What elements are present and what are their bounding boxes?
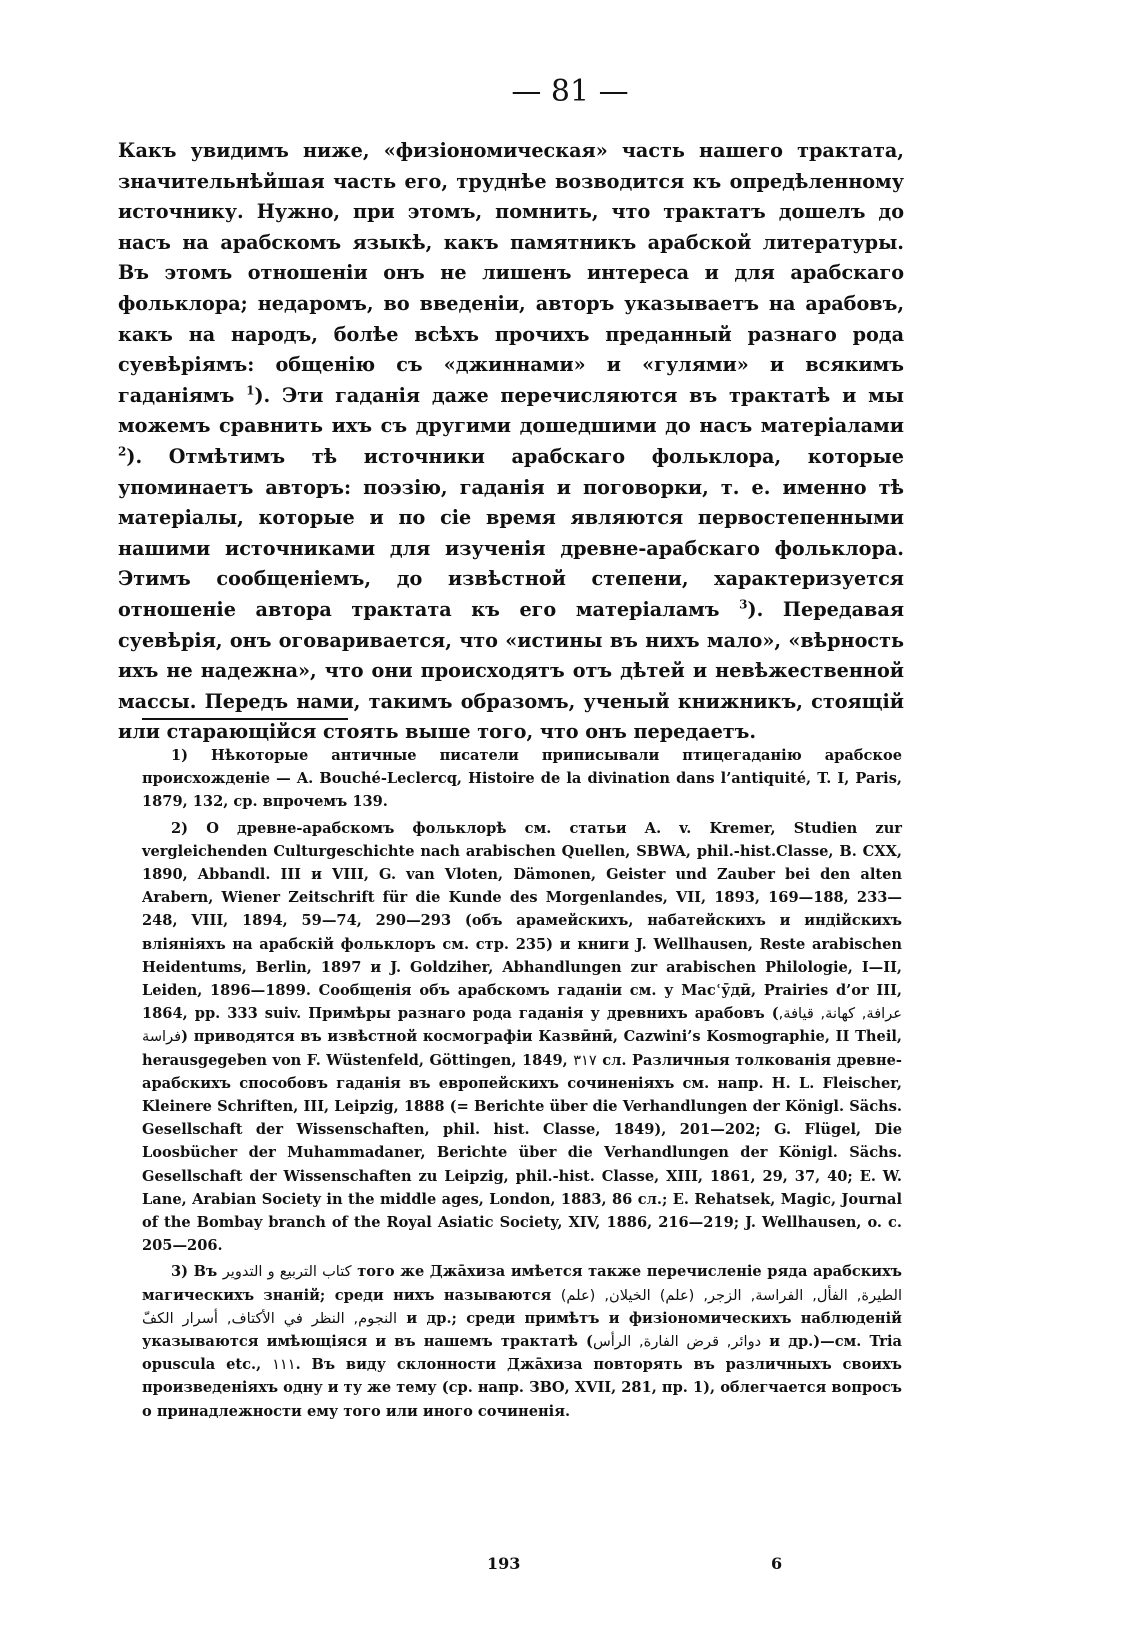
- footnote-ref-2[interactable]: 2: [118, 444, 127, 459]
- arabic-page-ref: ١١١: [272, 1356, 296, 1374]
- paragraph-text-2: ). Эти гаданія даже перечисляются въ трактатѣ и мы можемъ сравнить ихъ съ другими дошедшими до насъ матеріалами: [118, 383, 904, 438]
- footnote-ref-3[interactable]: 3: [739, 597, 748, 612]
- arabic-page-number: ٣١٧: [573, 1051, 597, 1069]
- paragraph-text-4: ). Передавая суевѣрія, онъ оговаривается, что «истины въ нихъ мало», «вѣрность ихъ не надежна», что они происходятъ отъ дѣтей и невѣжественной массы. Передъ нами, такимъ образомъ, ученый книжникъ, стоящій или старающійся стоять выше того, что онъ передаетъ.: [118, 597, 904, 744]
- sheet-number: 6: [771, 1554, 783, 1573]
- footnote-divider: [142, 718, 348, 720]
- footnote-3-text-1: 3) Въ: [171, 1263, 218, 1281]
- footnote-3-text-4: и др.)—см. Tria opuscula etc.,: [142, 1333, 902, 1374]
- footnote-3: [142, 1260, 902, 1422]
- page-number: — 81 —: [511, 74, 629, 109]
- paragraph-text-3: ). Отмѣтимъ тѣ источники арабскаго фольклора, которые упоминаетъ авторъ: поэзію, гаданія и поговорки, т. е. именно тѣ матеріалы, которые и по сіе время являются первостепенными нашими источниками для изученія древне-арабскаго фольклора. Этимъ сообщеніемъ, до извѣстной степени, характеризуется отношеніе автора трактата къ его матеріаламъ: [118, 444, 904, 621]
- footnote-2-text-3: сл. Различныя толкованія древне-арабскихъ способовъ гаданія въ европейскихъ сочиненіяхъ см. напр. H. L. Fleischer, Kleinere Schriften, III, Leipzig, 1888 (= Berichte über die Verhandlungen der Königl. Sächs. Gesellschaft der Wissenschaften, phil. hist. Classe, 1849), 201—202; G. Flügel, Die Loosbücher der Muhammadaner, Berichte über die Verhandlungen der Königl. Sächs. Gesellschaft der Wissenschaften zu Leipzig, phil.-hist. Classe, XIII, 1861, 29, 37, 40; E. W. Lane, Arabian Society in the middle ages, London, 1883, 86 сл.; E. Rehatsek, Magic, Journal of the Bombay branch of the Royal Asiatic Society, XIV, 1886, 216—219; J. Wellhausen, o. c. 205—206.: [142, 1051, 902, 1255]
- main-text: [118, 136, 904, 748]
- footnotes: [142, 744, 902, 1426]
- footnote-2: [142, 817, 902, 1258]
- footnote-ref-1[interactable]: 1: [246, 383, 255, 398]
- footnote-3-text-2: того же Джāхиза имѣется также перечисленіе ряда арабскихъ магическихъ знаній; среди нихъ называются: [142, 1263, 902, 1304]
- arabic-book-title: كتاب التربيع و التدوير: [222, 1263, 352, 1281]
- footnote-3-text-5: . Въ виду склонности Джāхиза повторять въ различныхъ своихъ произведеніяхъ одну и ту же тему (ср. напр. ЗВО, XVII, 281, пр. 1), облегчается вопросъ о принадлежности ему того или иного сочиненія.: [142, 1356, 902, 1420]
- body-paragraph: [118, 136, 904, 748]
- paragraph-text-1: Какъ увидимъ ниже, «физіономическая» часть нашего трактата, значительнѣйшая часть его, труднѣе возводится къ опредѣленному источнику. Нужно, при этомъ, помнить, что трактатъ дошелъ до насъ на арабскомъ языкѣ, какъ памятникъ арабской литературы. Въ этомъ отношеніи онъ не лишенъ интереса и для арабскаго фольклора; недаромъ, во введеніи, авторъ указываетъ на арабовъ, какъ на народъ, болѣе всѣхъ прочихъ преданный разнаго рода суевѣріямъ: общенію съ «джиннами» и «гулями» и всякимъ гаданіямъ: [118, 139, 904, 407]
- footnote-2-text-2: ) приводятся въ извѣстной космографіи Казвӣнӣ, Cazwini’s Kosmographie, II Theil, herausgegeben von F. Wüstenfeld, Göttingen, 1849,: [142, 1028, 902, 1069]
- arabic-omen-terms: دوائر, قرض الفارة, الرأس: [592, 1333, 762, 1351]
- arabic-divination-terms: عرافة, كهانة, قيافة, فراسة: [142, 1005, 902, 1046]
- footnote-2-text-1: 2) О древне-арабскомъ фольклорѣ см. статьи A. v. Kremer, Studien zur vergleichenden Culturgeschichte nach arabischen Quellen, SBWA, phil.-hist.Classe, B. CXX, 1890, Abbandl. III и VIII, G. van Vloten, Dämonen, Geister und Zauber bei den alten Arabern, Wiener Zeitschrift für die Kunde des Morgenlandes, VII, 1893, 169—188, 233—248, VIII, 1894, 59—74, 290—293 (объ арамейскихъ, набатейскихъ и индійскихъ вліяніяхъ на арабскій фольклоръ см. стр. 235) и книги J. Wellhausen, Reste arabischen Heidentums, Berlin, 1897 и J. Goldziher, Abhandlungen zur arabischen Philologie, I—II, Leiden, 1896—1899. Сообщенія объ арабскомъ гаданіи см. у Масʿӯдӣ, Prairies d’or III, 1864, pp. 333 suiv. Примѣры разнаго рода гаданія у древнихъ арабовъ (: [142, 819, 902, 1023]
- footnote-3-text-3: и др.; среди примѣтъ и физіономическихъ наблюденій указываются имѣющіяся и въ нашемъ трактатѣ (: [142, 1309, 902, 1351]
- arabic-magic-terms: الطيرة, الفأل, الفراسة, الزجر, (علم) الخيلان, (علم) النجوم, النظر في الأكتاف, أسرار الكفّ: [142, 1286, 903, 1327]
- footnote-1: 1) Нѣкоторые античные писатели приписывали птицегаданію арабское происхожденіе — A. Bouché-Leclercq, Histoire de la divination dans l’antiquité, T. I, Paris, 1879, 132, ср. впрочемъ 139.: [142, 747, 902, 811]
- signature-number: 193: [487, 1554, 521, 1573]
